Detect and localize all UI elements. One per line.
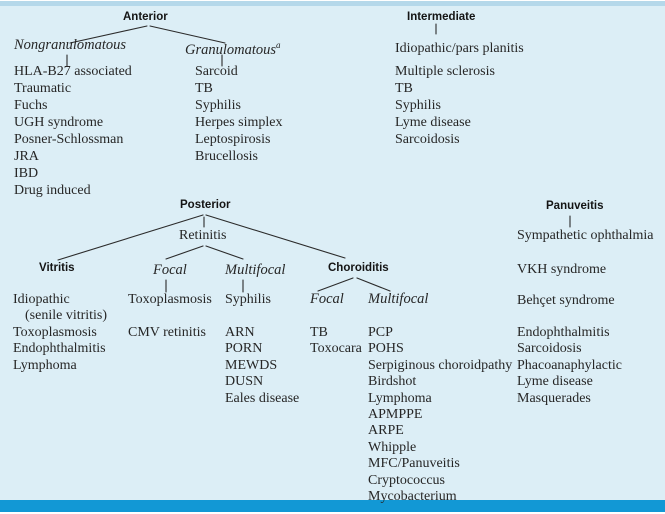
list-item: POHS <box>368 341 404 357</box>
choroiditis-multifocal-list <box>368 325 512 505</box>
list-item: ARPE <box>368 423 404 439</box>
retinitis-multifocal-label: Multifocal <box>225 262 286 278</box>
granulomatous-list <box>195 63 282 165</box>
list-item: Leptospirosis <box>195 132 271 147</box>
vitritis-lead-item-line2: (senile vitritis) <box>25 308 108 323</box>
list-item: Toxocara <box>310 341 362 357</box>
list-item: APMPPE <box>368 407 423 423</box>
footnote-marker: a <box>276 40 281 50</box>
list-item: Posner-Schlossman <box>14 132 124 147</box>
list-item: Brucellosis <box>195 149 258 164</box>
vitritis-lead-item-line1: Idiopathic <box>13 292 70 307</box>
panuveitis-lead-item: Sympathetic ophthalmia <box>517 228 654 243</box>
list-item: UGH syndrome <box>14 115 104 130</box>
panuveitis-item-behcet: Behçet syndrome <box>517 293 615 308</box>
list-item: Mycobacterium <box>368 489 457 505</box>
nongranulomatous-label: Nongranulomatous <box>14 37 126 53</box>
list-item: Multiple sclerosis <box>395 64 495 79</box>
list-item: MEWDS <box>225 357 278 373</box>
panuveitis-header: Panuveitis <box>546 200 604 212</box>
list-item: PCP <box>368 325 393 340</box>
retinitis-focal-label: Focal <box>153 262 187 278</box>
list-item: IBD <box>14 166 39 181</box>
list-item: TB <box>395 81 413 96</box>
list-item: Masquerades <box>517 390 591 406</box>
retinitis-multifocal-lead-item: Syphilis <box>225 292 271 307</box>
intermediate-header: Intermediate <box>407 11 476 23</box>
list-item: Sarcoid <box>195 64 238 79</box>
list-item: Endophthalmitis <box>517 325 610 340</box>
retinitis-label: Retinitis <box>179 228 227 243</box>
list-item: Lymphoma <box>368 390 432 406</box>
list-item: Eales disease <box>225 390 300 406</box>
retinitis-focal-list <box>128 325 206 341</box>
list-item: PORN <box>225 341 263 357</box>
list-item: Fuchs <box>14 98 48 113</box>
list-item: DUSN <box>225 374 264 390</box>
list-item: Sarcoidosis <box>517 341 582 357</box>
list-item: Whipple <box>368 439 417 455</box>
posterior-header: Posterior <box>180 199 231 211</box>
list-item: Lymphoma <box>13 357 77 373</box>
list-item: Birdshot <box>368 374 417 390</box>
granulomatous-label-text: Granulomatous <box>185 41 277 58</box>
list-item: Cryptococcus <box>368 472 445 488</box>
choroiditis-header: Choroiditis <box>328 262 389 274</box>
nongranulomatous-list <box>14 63 132 199</box>
list-item: ARN <box>225 325 255 340</box>
list-item: Sarcoidosis <box>395 132 460 147</box>
list-item: Syphilis <box>395 98 441 113</box>
list-item: MFC/Panuveitis <box>368 456 460 472</box>
list-item: Traumatic <box>14 81 72 96</box>
list-item: CMV retinitis <box>128 325 206 340</box>
list-item: Serpiginous choroidpathy <box>368 357 513 373</box>
list-item: Lyme disease <box>395 115 471 130</box>
list-item: Lyme disease <box>517 374 593 390</box>
vitritis-header: Vitritis <box>39 262 75 274</box>
list-item: Toxoplasmosis <box>13 325 97 340</box>
list-item: Phacoanaphylactic <box>517 357 622 373</box>
list-item: Syphilis <box>195 98 241 113</box>
granulomatous-label <box>185 37 281 58</box>
list-item: JRA <box>14 149 39 164</box>
list-item: HLA-B27 associated <box>14 64 132 79</box>
choroiditis-focal-list <box>310 325 362 358</box>
list-item: Herpes simplex <box>195 115 283 130</box>
anterior-header: Anterior <box>123 11 168 23</box>
retinitis-focal-lead-item: Toxoplasmosis <box>128 292 212 307</box>
choroiditis-multifocal-label: Multifocal <box>368 291 429 307</box>
list-item: TB <box>310 325 328 340</box>
choroiditis-focal-label: Focal <box>310 291 344 307</box>
panuveitis-list <box>517 325 622 407</box>
panuveitis-item-vkh: VKH syndrome <box>517 262 607 277</box>
list-item: Endophthalmitis <box>13 341 106 357</box>
intermediate-lead-item: Idiopathic/pars planitis <box>395 41 524 56</box>
list-item: TB <box>195 81 213 96</box>
list-item: Drug induced <box>14 183 91 198</box>
intermediate-list <box>395 63 495 148</box>
retinitis-multifocal-list <box>225 325 299 407</box>
vitritis-list <box>13 325 106 374</box>
